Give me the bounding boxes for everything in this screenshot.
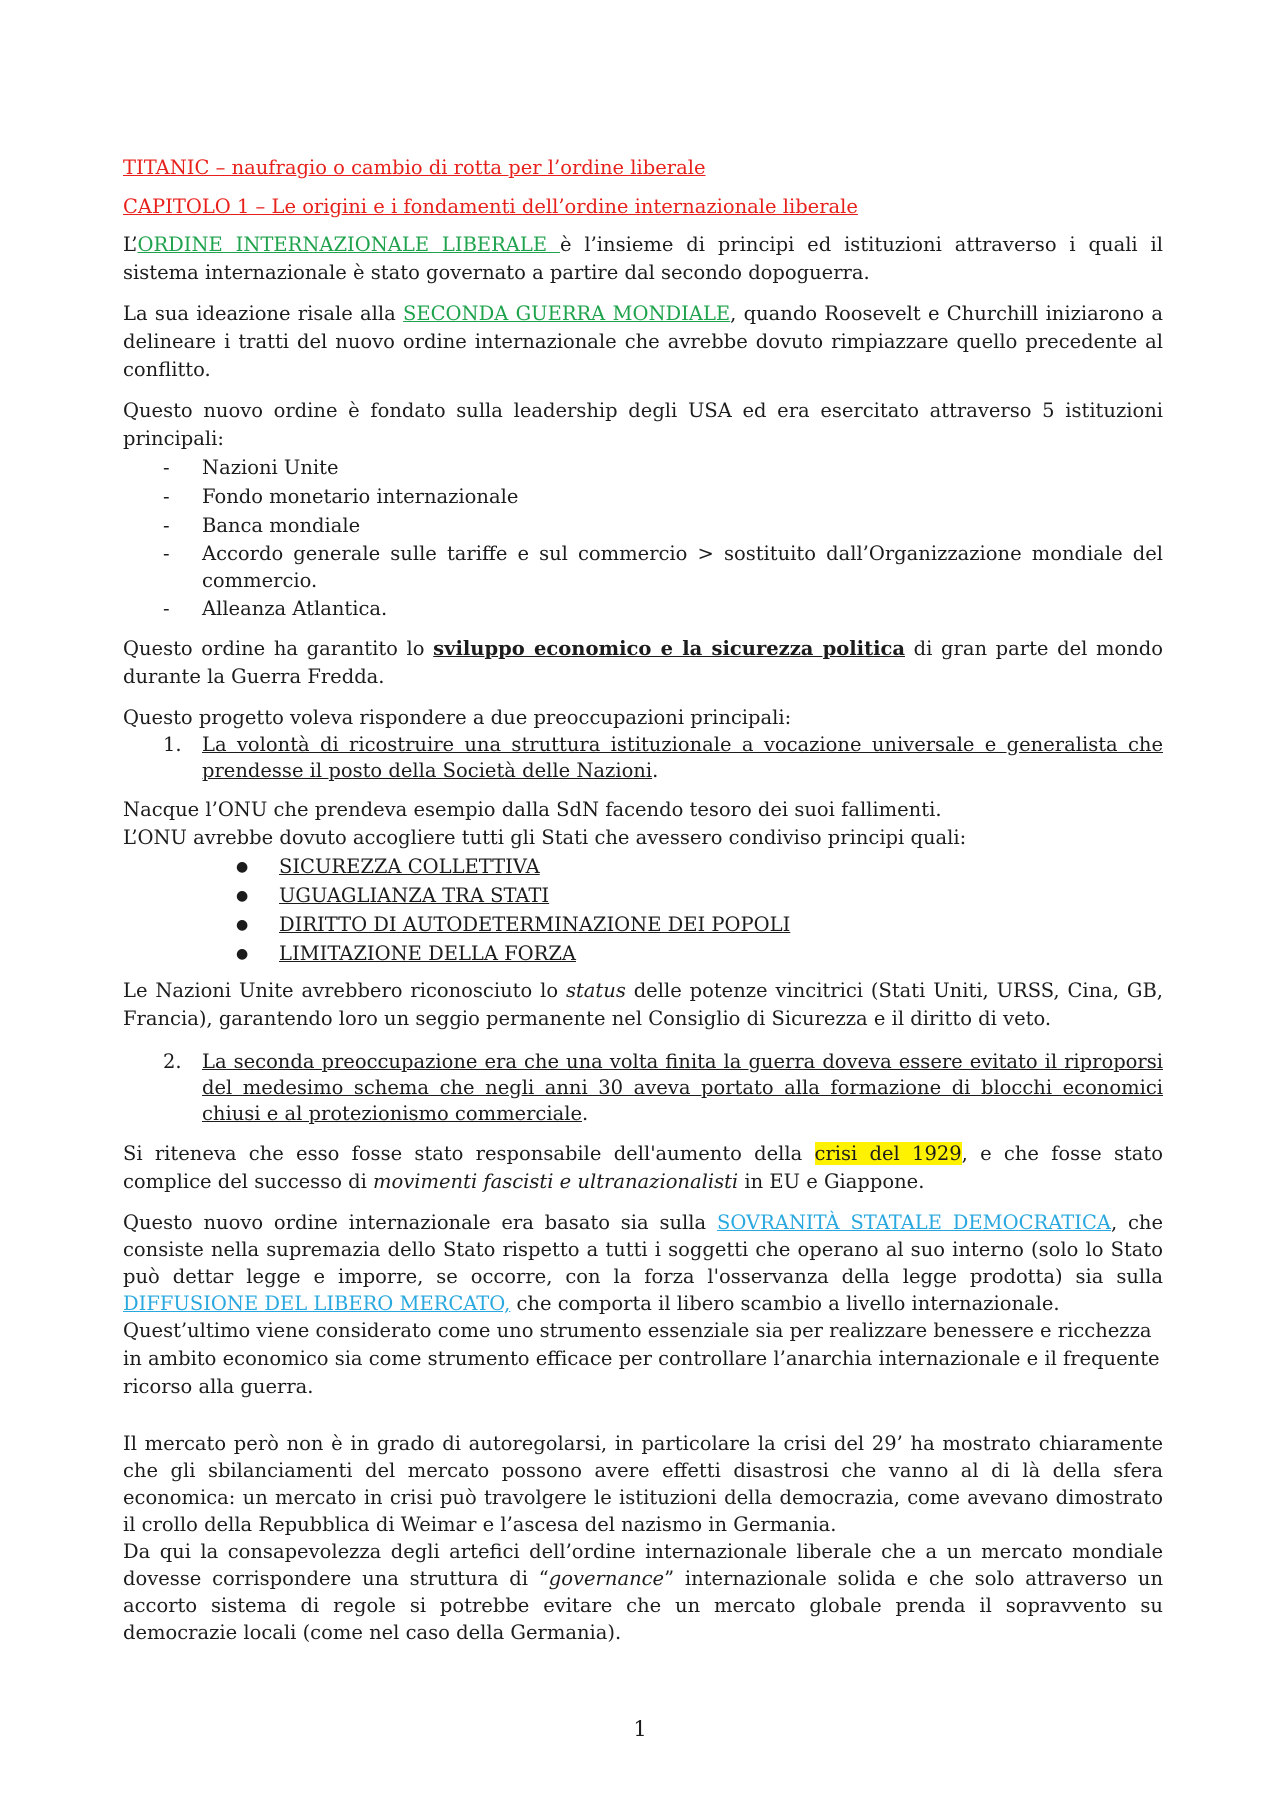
p9-text-c: che comporta il libero scambio a livello internazionale. (510, 1292, 1060, 1315)
bullet-marker: ● (236, 859, 249, 875)
list-number: 2. (163, 1050, 182, 1073)
p1-keyword: ORDINE INTERNAZIONALE LIBERALE (137, 233, 560, 256)
paragraph-1 (123, 231, 1163, 287)
p2-text-b: , quando Roosevelt e Churchill iniziarono a delineare i tratti del nuovo ordine internazionale che avrebbe dovuto rimpiazzare quello precedente al conflitto. (123, 302, 1163, 381)
paragraph-3: Questo nuovo ordine è fondato sulla leadership degli USA ed era esercitato attraverso 5 istituzioni principali: (123, 399, 1163, 450)
paragraph-10: Quest’ultimo viene considerato come uno strumento essenziale sia per realizzare benessere e ricchezza in ambito economico sia come strumento efficace per controllare l’anarchia internazionale e il frequente ricorso alla guerra. (123, 1319, 1160, 1398)
p12-text-a: Da qui la consapevolezza degli artefici dell’ordine internazionale liberale che a un mercato mondiale dovesse corrispondere una struttura di “ (123, 1540, 1163, 1590)
list-number: 1. (163, 733, 182, 756)
page-number: 1 (633, 1717, 647, 1741)
p4-bold-phrase: sviluppo economico e la sicurezza politica (433, 637, 906, 660)
bullet-marker: ● (236, 888, 249, 904)
concern-2-text: La seconda preoccupazione era che una volta finita la guerra doveva essere evitato il riproporsi del medesimo schema che negli anni 30 aveva portato alla formazione di blocchi economici chiusi e al protezionismo commerciale (202, 1050, 1163, 1125)
p8-text-c: in EU e Giappone. (738, 1170, 925, 1193)
dash-marker: - (163, 485, 170, 508)
paragraph-9 (123, 1209, 1163, 1317)
list-item-text: Nazioni Unite (202, 456, 339, 479)
p9-text-a: Questo nuovo ordine internazionale era basato sia sulla (123, 1211, 717, 1234)
dash-marker: - (163, 456, 170, 479)
list-item-text: UGUAGLIANZA TRA STATI (279, 884, 550, 907)
paragraph-11: Il mercato però non è in grado di autoregolarsi, in particolare la crisi del 29’ ha mostrato chiaramente che gli sbilanciamenti del mercato possono avere effetti disastrosi che vanno al di là della sfera economica: un mercato in crisi può travolgere le istituzioni della democrazia, come avevano dimostrato il crollo della Repubblica di Weimar e l’ascesa del nazismo in Germania. (123, 1432, 1163, 1536)
p1-text-b: è l’insieme di principi ed istituzioni attraverso i quali il sistema internazionale è stato governato a partire dal secondo dopoguerra. (123, 233, 1163, 284)
paragraph-7 (123, 977, 1163, 1033)
paragraph-6b: L’ONU avrebbe dovuto accogliere tutti gli Stati che avessero condiviso principi quali: (123, 826, 967, 849)
p4-text-a: Questo ordine ha garantito lo (123, 637, 434, 660)
dash-marker: - (163, 514, 170, 537)
p7-italic: status (565, 979, 626, 1002)
list-item (123, 910, 1163, 939)
list-item (123, 1049, 1163, 1127)
p7-text-b: delle potenze vincitrici (Stati Uniti, URSS, Cina, GB, Francia), garantendo loro un seggio permanente nel Consiglio di Sicurezza e il diritto di veto. (123, 979, 1163, 1030)
paragraph-2 (123, 300, 1163, 384)
principles-list (123, 852, 1163, 968)
chapter-heading (123, 193, 1163, 221)
list-item-text: Banca mondiale (202, 514, 361, 537)
p9-keyword-2: DIFFUSIONE DEL LIBERO MERCATO, (123, 1292, 511, 1315)
list-item (123, 482, 1163, 511)
paragraph-4 (123, 635, 1163, 691)
list-item (123, 511, 1163, 540)
paragraph-5: Questo progetto voleva rispondere a due preoccupazioni principali: (123, 706, 792, 729)
dash-marker: - (163, 597, 170, 620)
p9-text-b: , che consiste nella supremazia dello Stato rispetto a tutti i soggetti che operano al suo interno (solo lo Stato può dettar legge e imporre, se occorre, con la forza l'osservanza della legge prodotta) sia sulla (123, 1211, 1163, 1288)
list-item (123, 594, 1163, 623)
list-item (123, 881, 1163, 910)
concern-2-list (123, 1049, 1163, 1127)
list-item (123, 453, 1163, 482)
concern-1-period: . (652, 759, 659, 782)
list-item (123, 852, 1163, 881)
list-item-text: Accordo generale sulle tariffe e sul commercio > sostituito dall’Organizzazione mondiale del commercio. (202, 542, 1163, 592)
paragraph-6a: Nacque l’ONU che prendeva esempio dalla SdN facendo tesoro dei suoi fallimenti. (123, 798, 942, 821)
list-item-text: Alleanza Atlantica. (202, 597, 388, 620)
p2-text-a: La sua ideazione risale alla (123, 302, 404, 325)
concern-2-period: . (581, 1102, 589, 1125)
list-item-text: DIRITTO DI AUTODETERMINAZIONE DEI POPOLI (279, 913, 791, 936)
paragraph-8 (123, 1140, 1163, 1196)
document-title (123, 154, 1163, 182)
list-item-text: SICUREZZA COLLETTIVA (279, 855, 540, 878)
institutions-list (123, 453, 1163, 623)
bullet-marker: ● (236, 917, 249, 933)
p4-text-b: di gran parte del mondo durante la Guerra Fredda. (123, 637, 1163, 688)
concern-1-text: La volontà di ricostruire una struttura istituzionale a vocazione universale e generalista che prendesse il posto della Società delle Nazioni (202, 733, 1163, 782)
p8-italic: movimenti fascisti e ultranazionalisti (373, 1170, 739, 1193)
dash-marker: - (163, 542, 170, 565)
concern-1-list (123, 732, 1163, 784)
list-item (123, 540, 1163, 594)
p1-text-a: L’ (123, 233, 138, 256)
p7-text-a: Le Nazioni Unite avrebbero riconosciuto lo (123, 979, 566, 1002)
p12-text-b: ” internazionale solida e che solo attraverso un accorto sistema di regole si potrebbe evitare che un mercato globale prenda il sopravvento su democrazie locali (come nel caso della Germania). (123, 1567, 1163, 1644)
p2-keyword: SECONDA GUERRA MONDIALE (403, 302, 731, 325)
list-item-text: Fondo monetario internazionale (202, 485, 519, 508)
list-item (123, 732, 1163, 784)
list-item-text: LIMITAZIONE DELLA FORZA (279, 942, 576, 965)
bullet-marker: ● (236, 946, 249, 962)
title-text: TITANIC – naufragio o cambio di rotta per l’ordine liberale (123, 156, 706, 179)
document-page (123, 154, 1163, 1646)
p8-text-b: , e che fosse stato complice del successo di (123, 1142, 1164, 1193)
p9-keyword-1: SOVRANITÀ STATALE DEMOCRATICA (716, 1211, 1111, 1234)
paragraph-12 (123, 1538, 1163, 1646)
p12-italic: governance (548, 1567, 665, 1590)
p8-text-a: Si riteneva che esso fosse stato responsabile dell'aumento della (123, 1142, 815, 1165)
p8-highlight: crisi del 1929 (814, 1142, 962, 1165)
list-item (123, 939, 1163, 968)
chapter-text: CAPITOLO 1 – Le origini e i fondamenti dell’ordine internazionale liberale (123, 195, 858, 218)
